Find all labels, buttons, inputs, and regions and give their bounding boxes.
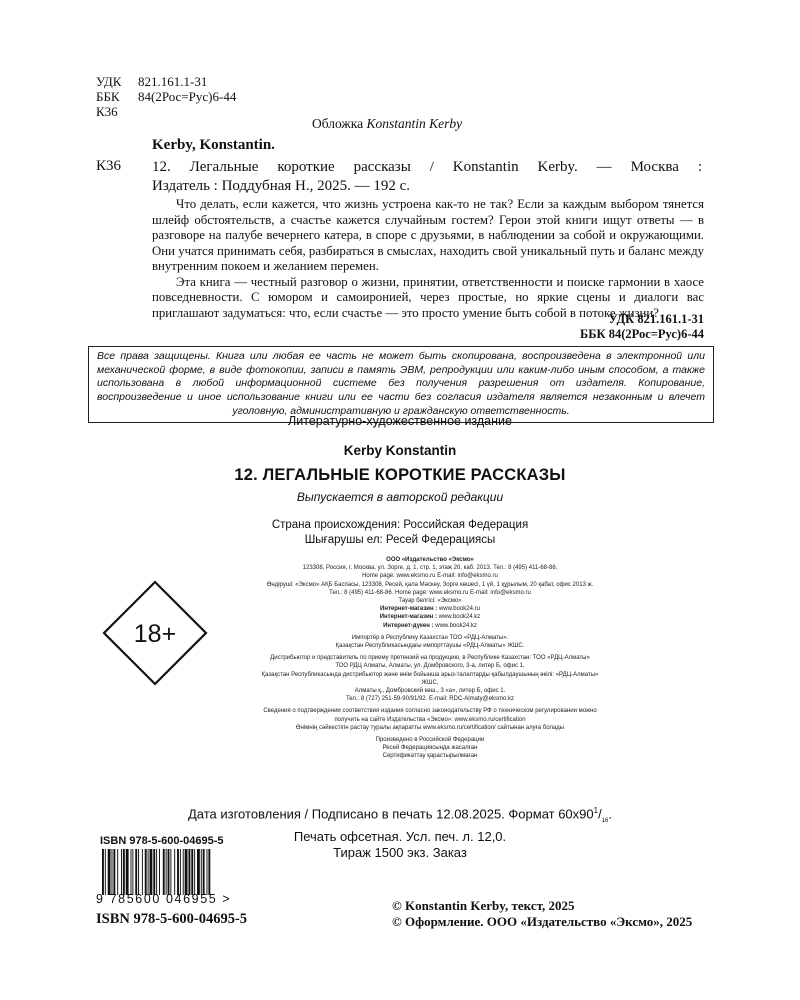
publisher-address: 123308, Россия, г. Москва, ул. Зорге, д. 1, стр. 1, этаж 20, каб. 2013. Тел.: 8 (495) 411-68-86.	[302, 565, 558, 572]
barcode-bar	[208, 849, 210, 895]
conformity-info-kz: Өнімнің сәйкестігін растау туралы ақпаратты www.eksmo.ru/certification/ сайтынан алуға болады	[295, 724, 565, 731]
made-in: Произведено в Российской Федерации	[375, 737, 485, 744]
trademark: Тауар белгісі: «Эксмо»	[398, 598, 462, 605]
shop-label-1: Интернет-магазин :	[380, 606, 438, 613]
barcode-bar	[123, 849, 125, 895]
bibliographic-record	[152, 158, 702, 196]
bibliographic-line-1: 12. Легальные короткие рассказы / Konstantin Kerby. — Москва :	[152, 159, 702, 175]
shop-value-3: www.book24.kz	[435, 622, 477, 629]
country-of-origin	[0, 518, 800, 548]
imprint-date: Дата изготовления / Подписано в печать 12.08.2025. Формат 60х90	[187, 806, 594, 822]
distributor-address: ТОО РДЦ Алматы, Алматы, ул. Домбровского, 3-а, литер Б, офис 1.	[335, 663, 525, 670]
imprint-print: Печать офсетная. Усл. печ. л. 12,0.	[293, 829, 507, 845]
barcode-bar	[102, 849, 104, 895]
barcode-bar	[148, 849, 149, 895]
publisher-block	[260, 556, 600, 761]
format-sub: 16	[601, 817, 609, 824]
barcode-bar	[150, 849, 153, 895]
barcode-bar	[153, 849, 155, 895]
shop-value-2: www.book24.kz	[438, 614, 481, 621]
copyright-block	[392, 898, 692, 930]
rights-notice: Все права защищены. Книга или любая ее часть не может быть скопирована, воспроизведена в электронной или механической форме, в виде фотокопии, записи в память ЭВМ, репродукции или каким-либо иным способом, а также использована в любой информационной системе без получения разрешения от издателя. Копирование, воспроизведение и иное использование книги или ее части без согласия издателя является незаконным и влечет уголовную, административную и гражданскую ответственность.	[97, 350, 705, 417]
distributor-phone: Тел.: 8 (727) 251-59-90/91/92. E-mail: RDC-Almaty@eksmo.kz	[345, 696, 515, 703]
barcode	[100, 849, 250, 895]
copyright-text: © Konstantin Kerby, текст, 2025	[392, 898, 575, 913]
catalog-code: К36	[96, 158, 122, 174]
barcode-bar	[112, 849, 113, 895]
origin-line-kz: Шығарушы ел: Ресей Федерациясы	[304, 534, 496, 546]
barcode-bar	[166, 849, 167, 895]
shop-line-1	[260, 605, 600, 613]
certification-note: Сертификаттау қарастырылмаған	[382, 753, 478, 760]
barcode-bar	[194, 849, 195, 895]
barcode-bar	[159, 849, 160, 895]
udk-block	[96, 74, 236, 119]
annotation-paragraph-1: Что делать, если кажется, что жизнь устроена как-то не так? Если за каждым выбором тянется шлейф обстоятельств, а счастье кажется случайным гостем? Герои этой книги ищут ответы — в разговоре на палубе вечернего катера, в споре с друзьями, в наблюдении за собой и окружающими. Они учатся принимать себя, разбираться в смыслах, находить свой уникальный путь и баланс между внутренним покоем и желанием перемен.	[152, 197, 704, 273]
barcode-bar	[183, 849, 184, 895]
barcode-bar	[191, 849, 193, 895]
publisher-kz-name: Өндіруші: «Эксмо» АҚБ Баспасы, 123308, Ресей, қала Мәскеу, Зорге көшесі, 1 үй, 1 құрылым, 20 қабат, офис 2013 ж.	[266, 581, 594, 588]
bbk-value: 84(2Рос=Рус)6-44	[138, 89, 237, 104]
annotation-paragraph-2: Эта книга — честный разговор о жизни, принятии, ответственности и поиске гармонии в хаосе повседневности. С юмором и самоиронией, через простые, но яркие сцены и диалоги вас приглашают задуматься: что, если счастье — это просто умение быть собой в потоке жизни?	[152, 274, 704, 320]
shop-label-2: Интернет-магазин :	[379, 614, 437, 621]
barcode-bar	[174, 849, 175, 895]
barcode-bar	[197, 849, 200, 895]
barcode-bar	[138, 849, 139, 895]
age-rating-badge	[100, 578, 210, 688]
barcode-bar	[108, 849, 111, 895]
distributor-kz: Қазақстан Республикасында дистрибьютор және өнім бойынша арыз-талаптарды қабылдаушының өкілі: «РДЦ-Алматы» ЖШС,	[261, 671, 599, 686]
udk-label: УДК	[96, 74, 122, 89]
shop-label-3: Интернет-дүкен :	[383, 622, 434, 629]
barcode-bar	[135, 849, 137, 895]
barcode-bar	[113, 849, 115, 895]
age-rating-text: 18+	[133, 620, 177, 648]
barcode-bar	[132, 849, 133, 895]
format-sup: 1	[593, 806, 599, 815]
udk-row	[96, 74, 236, 89]
barcode-bar	[142, 849, 143, 895]
barcode-bar	[203, 849, 205, 895]
barcode-bar	[145, 849, 147, 895]
barcode-bar	[170, 849, 171, 895]
isbn-bottom: ISBN 978-5-600-04695-5	[96, 911, 248, 927]
book-title: 12. ЛЕГАЛЬНЫЕ КОРОТКИЕ РАССКАЗЫ	[234, 466, 566, 484]
literary-edition-label: Литературно-художественное издание	[288, 414, 512, 428]
bibliographic-line-2: Издатель : Поддубная Н., 2025. — 192 с.	[152, 178, 411, 194]
cover-credit	[312, 116, 462, 132]
rights-notice-box	[88, 346, 714, 423]
udk-right-block	[580, 312, 704, 342]
importer: Импортёр в Республику Казахстан ТОО «РДЦ-Алматы».	[351, 634, 509, 641]
imprint-date-line: Дата изготовления / Подписано в печать 12.08.2025. Формат $60х90^1/_{16}$.	[187, 806, 613, 824]
barcode-bar	[126, 849, 129, 895]
barcode-bar	[121, 849, 122, 895]
annotation	[152, 197, 704, 321]
udk-right-line-1: УДК 821.161.1-31	[608, 312, 704, 326]
author-code: К36	[96, 104, 118, 119]
shop-line-2	[260, 613, 600, 621]
udk-value: 821.161.1-31	[138, 74, 208, 89]
distributor-kz-address: Алматы қ., Домбровский көш., 3 «а», литер Б, офис 1.	[354, 688, 506, 695]
barcode-bar	[156, 849, 157, 895]
shop-line-3	[260, 622, 600, 630]
barcode-bar	[168, 849, 170, 895]
barcode-bar	[207, 849, 208, 895]
barcode-bar	[201, 849, 202, 895]
made-in-kz: Ресей Федерациясында жасалған	[382, 745, 478, 752]
importer-kz: Қазақстан Республикасындағы импорттаушы «РДЦ-Алматы» ЖШС.	[335, 643, 525, 650]
barcode-bar	[163, 849, 165, 895]
barcode-bar	[185, 849, 188, 895]
copyright-design: © Оформление. ООО «Издательство «Эксмо», 2025	[392, 914, 693, 929]
udk-right-line-2: ББК 84(2Рос=Рус)6-44	[580, 327, 704, 341]
edition-note: Выпускается в авторской редакции	[296, 490, 504, 504]
author-name: Kerby Konstantin	[343, 443, 457, 458]
distributor: Дистрибьютор и представитель по приему претензий на продукцию, в Республике Казахстан: ТОО «РДЦ-Алматы»	[270, 655, 590, 662]
barcode-bar	[105, 849, 106, 895]
code-row	[96, 104, 236, 119]
barcode-bar	[131, 849, 132, 895]
barcode-bar	[188, 849, 190, 895]
author-heading: Kerby, Konstantin.	[152, 137, 275, 153]
barcode-bar	[180, 849, 181, 895]
shop-value-1: www.book24.ru	[438, 606, 480, 613]
imprint-run: Тираж 1500 экз. Заказ	[333, 844, 467, 860]
barcode-bar	[117, 849, 118, 895]
conformity-info: Сведения о подтверждении соответствия издания согласно законодательству РФ о техническом регулировании можно получить на сайте Издательства «Эксмо»: www.eksmo.ru/certification	[263, 708, 597, 723]
cover-credit-name: Konstantin Kerby	[366, 116, 463, 131]
bbk-label: ББК	[96, 89, 120, 104]
publisher-web: Home page: www.eksmo.ru E-mail: info@eksmo.ru	[362, 573, 498, 580]
publisher-name: ООО «Издательство «Эксмо»	[386, 557, 474, 563]
origin-line-ru: Страна происхождения: Российская Федерация	[271, 519, 529, 531]
barcode-bar	[177, 849, 179, 895]
publisher-kz-phone: Тел.: 8 (495) 411-68-86. Home page: www.eksmo.ru E-mail: info@eksmo.ru	[329, 589, 531, 596]
isbn-top: ISBN 978-5-600-04695-5	[100, 835, 224, 847]
barcode-digits: 9 785600 046955 >	[96, 892, 232, 906]
cover-credit-prefix: Обложка	[312, 116, 364, 131]
bbk-row	[96, 89, 236, 104]
